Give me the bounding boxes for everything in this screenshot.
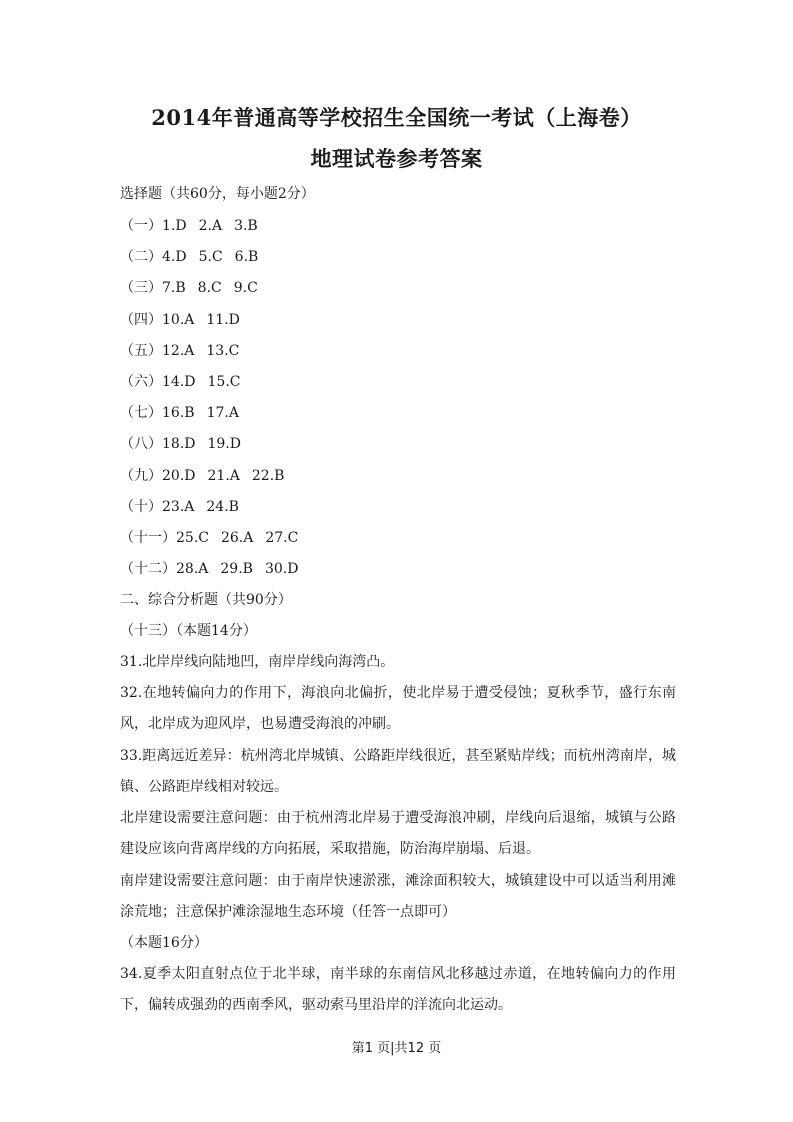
answer-group-row (120, 310, 680, 341)
answer-group-label: （四） (120, 311, 162, 328)
answer-group-label: （十二） (120, 561, 176, 578)
answer-item: 6.B (234, 249, 259, 266)
answer-group-label: （一） (120, 218, 162, 234)
answer-item: 25.C (176, 529, 209, 546)
answer-item: 28.A (176, 561, 209, 578)
answer-group-label: （六） (120, 373, 162, 390)
answer-group-row (120, 247, 680, 278)
answer-group-label: （三） (120, 280, 162, 297)
answer-item: 12.A (162, 342, 195, 359)
answer-item: 13.C (206, 342, 240, 359)
answer-item: 1.D (162, 218, 187, 234)
answer-item: 21.A (207, 467, 240, 484)
answer-item: 20.D (162, 467, 196, 484)
choice-answer-list (120, 216, 680, 590)
answer-group-label: （十） (120, 498, 162, 515)
answer-item: 2.A (198, 218, 223, 234)
answer-item: 22.B (251, 467, 285, 484)
answer-q32: 32.在地转偏向力的作用下，海浪向北偏折，使北岸易于遭受侵蚀；夏秋季节，盛行东南风，北岸成为迎风岸，也易遭受海浪的冲刷。 (120, 685, 676, 733)
answer-item: 16.B (162, 405, 195, 422)
answer-item: 29.B (220, 561, 253, 578)
answer-q33: 33.距离远近差异：杭州湾北岸城镇、公路距岸线很近，甚至紧贴岸线；而杭州湾南岸，城镇、公路距岸线相对较远。 (120, 748, 676, 796)
answer-item: 23.A (162, 498, 195, 515)
answer-group-label: （五） (120, 342, 162, 359)
answer-item: 27.C (265, 529, 299, 546)
answer-item: 19.D (207, 436, 241, 453)
answer-item: 4.D (162, 249, 187, 266)
page-footer: 第1 页|共12 页 (351, 1041, 442, 1056)
answer-group-row (120, 497, 680, 528)
answer-group-row (120, 466, 680, 497)
answer-q33-north-shore: 北岸建设需要注意问题：由于杭州湾北岸易于遭受海浪冲刷，岸线向后退缩，城镇与公路建设应该向背离岸线的方向拓展，采取措施，防治海岸崩塌、后退。 (120, 810, 676, 858)
answer-group-row (120, 216, 680, 247)
answer-item: 26.A (220, 529, 254, 546)
answer-group-row (120, 403, 680, 434)
answer-item: 5.C (198, 249, 223, 266)
answer-item: 15.C (207, 373, 241, 390)
exam-title: 2014年普通高等学校招生全国统一考试（上海卷） (151, 105, 642, 130)
choice-section-heading: 选择题（共60分，每小题2分） (120, 186, 315, 202)
answer-item: 24.B (206, 498, 239, 515)
answer-item: 18.D (162, 436, 196, 453)
answer-q33-south-shore: 南岸建设需要注意问题：由于南岸快速淤涨，滩涂面积较大，城镇建设中可以适当利用滩涂荒地；注意保护滩涂湿地生态环境（任答一点即可） (120, 873, 676, 921)
answer-item: 30.D (264, 561, 299, 578)
answer-key-subtitle: 地理试卷参考答案 (310, 146, 483, 171)
answer-q31: 31.北岸岸线向陆地凹，南岸岸线向海湾凸。 (120, 654, 395, 670)
part-13-heading: （十三）（本题14分） (120, 623, 257, 639)
answer-item: 11.D (206, 311, 240, 328)
answer-group-row (120, 434, 680, 465)
answer-group-label: （二） (120, 249, 162, 266)
part-14-heading: （本题16分） (120, 935, 208, 951)
answer-item: 14.D (162, 373, 196, 390)
answer-group-label: （八） (120, 436, 162, 453)
answer-group-label: （十一） (120, 529, 176, 546)
answer-item: 3.B (234, 218, 258, 234)
answer-item: 17.A (206, 405, 239, 422)
answer-item: 8.C (197, 280, 222, 297)
answer-group-label: （七） (120, 405, 162, 422)
answer-group-row (120, 559, 680, 590)
answer-item: 9.C (233, 280, 258, 297)
answer-group-row (120, 341, 680, 372)
answer-group-row (120, 528, 680, 559)
answer-item: 7.B (162, 280, 186, 297)
answer-group-row (120, 372, 680, 403)
answer-group-row (120, 278, 680, 309)
analysis-section-heading: 二、综合分析题（共90分） (120, 592, 292, 608)
answer-q34: 34.夏季太阳直射点位于北半球，南半球的东南信风北移越过赤道，在地转偏向力的作用下，偏转成强劲的西南季风，驱动索马里沿岸的洋流向北运动。 (120, 966, 676, 1014)
answer-group-label: （九） (120, 467, 162, 484)
answer-item: 10.A (162, 311, 195, 328)
